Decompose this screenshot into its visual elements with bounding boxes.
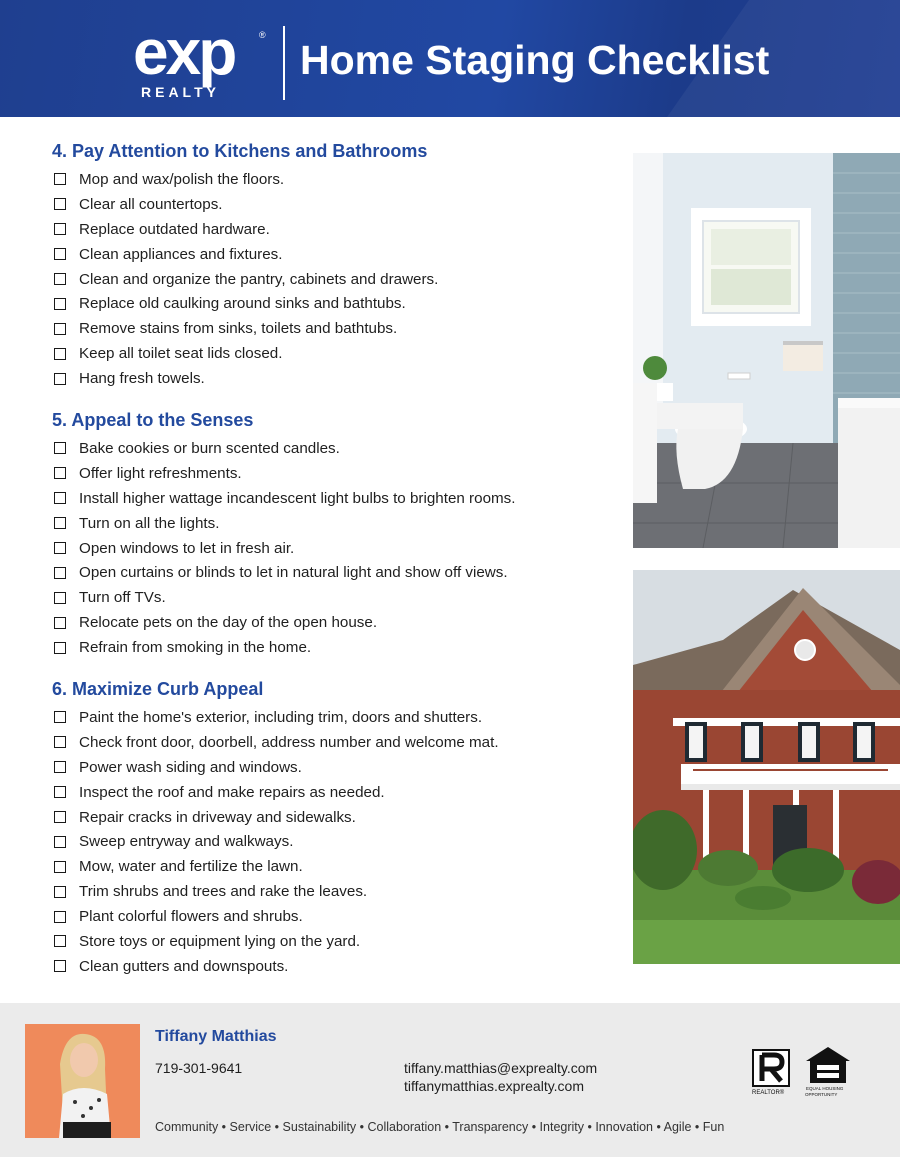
page-title: Home Staging Checklist	[300, 37, 770, 83]
item-label: Sweep entryway and walkways.	[79, 833, 294, 851]
checkbox[interactable]	[54, 492, 66, 504]
section-senses	[52, 404, 612, 660]
checkbox[interactable]	[54, 886, 66, 898]
checklist-item	[52, 291, 612, 316]
section-title: 5. Appeal to the Senses	[52, 410, 254, 431]
checklist-item	[52, 854, 612, 879]
checklist-item	[52, 461, 612, 486]
agent-email[interactable]: tiffany.matthias@exprealty.com	[404, 1060, 598, 1076]
checkbox[interactable]	[54, 960, 66, 972]
checklist-item	[52, 511, 612, 536]
checklist-item	[52, 805, 612, 830]
checkbox[interactable]	[54, 373, 66, 385]
agent-photo	[25, 1024, 140, 1138]
section-curb-appeal	[52, 673, 612, 979]
checklist-content	[52, 135, 612, 992]
item-label: Clean and organize the pantry, cabinets and drawers.	[79, 270, 439, 288]
item-label: Bake cookies or burn scented candles.	[79, 439, 340, 457]
checklist-item	[52, 167, 612, 192]
checklist-item	[52, 829, 612, 854]
checkbox[interactable]	[54, 736, 66, 748]
item-label: Paint the home's exterior, including trim, doors and shutters.	[79, 708, 483, 726]
item-label: Offer light refreshments.	[79, 464, 242, 482]
section-title: 4. Pay Attention to Kitchens and Bathrooms	[52, 141, 428, 161]
item-label: Clear all countertops.	[79, 195, 223, 213]
equal-housing-icon	[804, 1045, 852, 1097]
checkbox[interactable]	[54, 935, 66, 947]
item-label: Clean appliances and fixtures.	[79, 245, 283, 263]
bathroom-photo	[633, 153, 900, 548]
checklist-item	[52, 780, 612, 805]
eho-label-1: EQUAL HOUSING	[806, 1086, 844, 1091]
item-label: Replace outdated hardware.	[79, 220, 270, 238]
checkbox[interactable]	[54, 467, 66, 479]
checklist-item	[52, 486, 612, 511]
agent-name: Tiffany Matthias	[155, 1028, 277, 1045]
checklist-item	[52, 341, 612, 366]
checkbox[interactable]	[54, 323, 66, 335]
item-label: Relocate pets on the day of the open house.	[79, 614, 378, 632]
checklist-item	[52, 610, 612, 635]
checkbox[interactable]	[54, 223, 66, 235]
eho-label-2: OPPORTUNITY	[805, 1092, 838, 1097]
checkbox[interactable]	[54, 298, 66, 310]
logo-registered-mark: ®	[259, 30, 266, 40]
header-divider	[283, 26, 285, 100]
realtor-label: REALTOR®	[752, 1090, 785, 1095]
house-illustration	[633, 570, 900, 964]
item-label: Power wash siding and windows.	[79, 758, 302, 776]
checklist-item	[52, 242, 612, 267]
checkbox[interactable]	[54, 592, 66, 604]
section-title: 6. Maximize Curb Appeal	[52, 679, 264, 700]
item-label: Mop and wax/polish the floors.	[79, 170, 285, 188]
checklist-item	[52, 436, 612, 461]
checklist-item	[52, 755, 612, 780]
bathroom-illustration	[633, 153, 900, 548]
checkbox[interactable]	[54, 517, 66, 529]
checkbox[interactable]	[54, 567, 66, 579]
agent-footer	[0, 1003, 900, 1157]
checklist-item	[52, 192, 612, 217]
checkbox[interactable]	[54, 811, 66, 823]
item-label: Trim shrubs and trees and rake the leaves.	[79, 883, 368, 901]
checklist-item	[52, 366, 612, 391]
item-label: Remove stains from sinks, toilets and bathtubs.	[79, 320, 398, 338]
checklist-item	[52, 929, 612, 954]
checklist-item	[52, 585, 612, 610]
item-label: Refrain from smoking in the home.	[79, 639, 312, 657]
item-label: Clean gutters and downspouts.	[79, 957, 289, 975]
section-kitchens-bathrooms	[52, 135, 612, 391]
item-label: Install higher wattage incandescent light bulbs to brighten rooms.	[79, 489, 516, 507]
agent-phone[interactable]: 719-301-9641	[155, 1060, 243, 1076]
checkbox[interactable]	[54, 617, 66, 629]
checklist	[52, 436, 612, 660]
checkbox[interactable]	[54, 273, 66, 285]
checklist-item	[52, 730, 612, 755]
checkbox[interactable]	[54, 173, 66, 185]
checkbox[interactable]	[54, 198, 66, 210]
agent-portrait	[25, 1024, 140, 1138]
item-label: Open windows to let in fresh air.	[79, 539, 295, 557]
checkbox[interactable]	[54, 642, 66, 654]
checkbox[interactable]	[54, 248, 66, 260]
checkbox[interactable]	[54, 348, 66, 360]
checkbox[interactable]	[54, 442, 66, 454]
logo-wordmark: exp	[133, 16, 235, 88]
checklist	[52, 167, 612, 391]
checklist-item	[52, 904, 612, 929]
checkbox[interactable]	[54, 761, 66, 773]
checklist-item	[52, 635, 612, 660]
checkbox[interactable]	[54, 836, 66, 848]
item-label: Turn on all the lights.	[79, 514, 220, 532]
item-label: Open curtains or blinds to let in natural light and show off views.	[79, 564, 508, 582]
checklist-item	[52, 705, 612, 730]
checklist-item	[52, 879, 612, 904]
checklist-item	[52, 560, 612, 585]
checklist-item	[52, 267, 612, 292]
checkbox[interactable]	[54, 911, 66, 923]
agent-website[interactable]: tiffanymatthias.exprealty.com	[404, 1078, 585, 1094]
house-photo	[633, 570, 900, 964]
item-label: Plant colorful flowers and shrubs.	[79, 908, 303, 926]
page-header	[0, 0, 900, 117]
item-label: Inspect the roof and make repairs as needed.	[79, 783, 385, 801]
realtor-logo-icon	[752, 1049, 792, 1095]
item-label: Hang fresh towels.	[79, 370, 205, 388]
item-label: Repair cracks in driveway and sidewalks.	[79, 808, 356, 826]
company-values: Community • Service • Sustainability • Collaboration • Transparency • Integrity • Innovation • Agile • Fun	[155, 1120, 725, 1134]
checkbox[interactable]	[54, 711, 66, 723]
checklist-item	[52, 217, 612, 242]
exp-realty-logo	[133, 16, 273, 102]
item-label: Mow, water and fertilize the lawn.	[79, 858, 303, 876]
checklist-item	[52, 954, 612, 979]
item-label: Turn off TVs.	[79, 589, 166, 607]
checklist	[52, 705, 612, 979]
logo-subtitle: REALTY	[141, 84, 220, 100]
checkbox[interactable]	[54, 861, 66, 873]
item-label: Keep all toilet seat lids closed.	[79, 345, 283, 363]
item-label: Check front door, doorbell, address number and welcome mat.	[79, 733, 499, 751]
checklist-item	[52, 316, 612, 341]
item-label: Store toys or equipment lying on the yard.	[79, 932, 361, 950]
checkbox[interactable]	[54, 786, 66, 798]
item-label: Replace old caulking around sinks and bathtubs.	[79, 295, 406, 313]
checkbox[interactable]	[54, 542, 66, 554]
checklist-item	[52, 536, 612, 561]
